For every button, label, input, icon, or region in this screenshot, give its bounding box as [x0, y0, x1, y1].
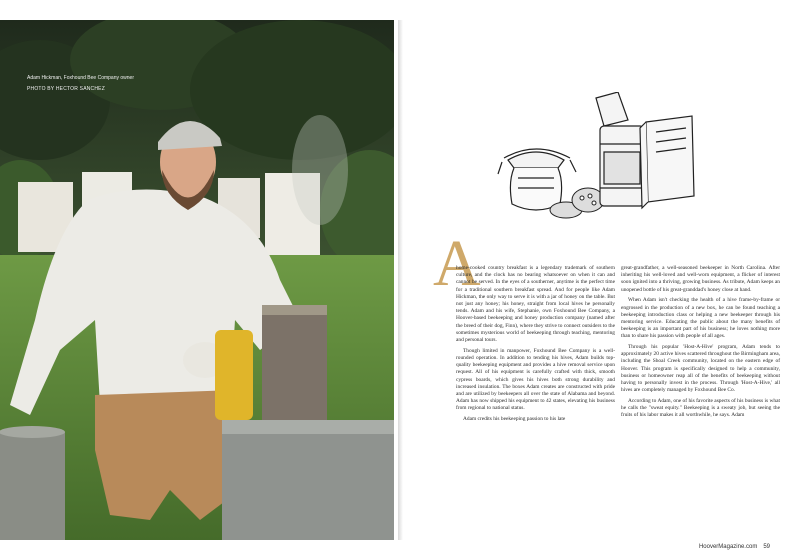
article-paragraph: Though limited in manpower, Foxhound Bee Company is a well-rounded operation. In addition to tending his hives, Adam builds top-quality beekeeping equipment and provides a hive removal service upon request. All of his equipment is carefully crafted with thick, smooth cypress boards, which gives his hives both strong durability and increased insulation. The boxes Adam creates are constructed with pride and are utilized by beekeepers all over the state of Alabama and beyond. Adam has now shipped his equipment to 42 states, elevating his business from regional to national status. [456, 347, 615, 412]
photo-scene [0, 20, 394, 540]
beekeeper-photo [0, 20, 394, 540]
page-folio [699, 544, 770, 550]
article-paragraph: Through his popular 'Host-A-Hive' program, Adam tends to approximately 20 active hives scattered throughout the Birmingham area, including the Shoal Creek community, located on the eastern edge of Hoover. This program is specifically designed to help a community, business or homeowner reap all of the benefits of beekeeping without having to personally invest in the process. Through 'Host-A-Hive,' all hives are completely managed by Foxhound Bee Co. [621, 344, 780, 394]
article-column-2 [621, 265, 780, 423]
caption-name: Adam Hickman, Foxhound Bee Company owner [27, 75, 134, 81]
beekeeping-illustration [496, 92, 706, 227]
folio-site: HooverMagazine.com [698, 544, 758, 550]
folio-page-number: 59 [763, 544, 770, 550]
book-illustration [640, 116, 694, 208]
article-paragraph: home-cooked country breakfast is a legendary trademark of southern culture, and the clock has no bearing whatsoever on when it can and cannot be served. In the eyes of a southerner, anytime is the perfect time for a traditional southern breakfast spread. And for people like Adam Hickman, the only way to serve it is with a jar of honey on the table. But not just any honey; his honey, straight from local hives he personally tends. Adam and his wife, Stephanie, own Foxhound Bee Company, a Hoover-based beekeeping and honey production company (named after the breed of their dog, Finn), where they strive to connect outsiders to the sometimes mysterious world of beekeeping through teaching, mentoring and personal tours. [456, 265, 615, 344]
honey-jar-illustration [498, 149, 576, 210]
article-paragraph: Adam credits his beekeeping passion to his late [463, 416, 566, 423]
photo-caption [27, 75, 147, 92]
drop-cap: A [433, 227, 481, 300]
article-column-1 [456, 265, 615, 427]
caption-credit: PHOTO BY HECTOR SANCHEZ [27, 85, 105, 92]
article-paragraph: When Adam isn't checking the health of a hive frame-by-frame or engrossed in the production of a new box, he can be found teaching a beekeeping introduction class or helping a new beekeeper through his mentoring service. Educating the public about the many benefits of beekeeping is an important part of his business; he loves nothing more than to share his passion with people of all ages. [621, 297, 780, 340]
gutter-shadow [398, 20, 403, 540]
illustration-art [496, 92, 706, 222]
article-paragraph: great-grandfather, a well-seasoned beekeeper in North Carolina. After inheriting his well-loved and well-worn equipment, a flicker of interest soon ignited into a thriving, growing business. As tribute, Adam keeps an unopened bottle of his great-granddad's honey close at hand. [621, 265, 780, 293]
article-paragraph: According to Adam, one of his favorite aspects of his business is what he calls the "sweat equity." Beekeeping is a sweaty job, but seeing the fruits of his labor makes it all worthwhile, he says. Adam [621, 397, 780, 419]
